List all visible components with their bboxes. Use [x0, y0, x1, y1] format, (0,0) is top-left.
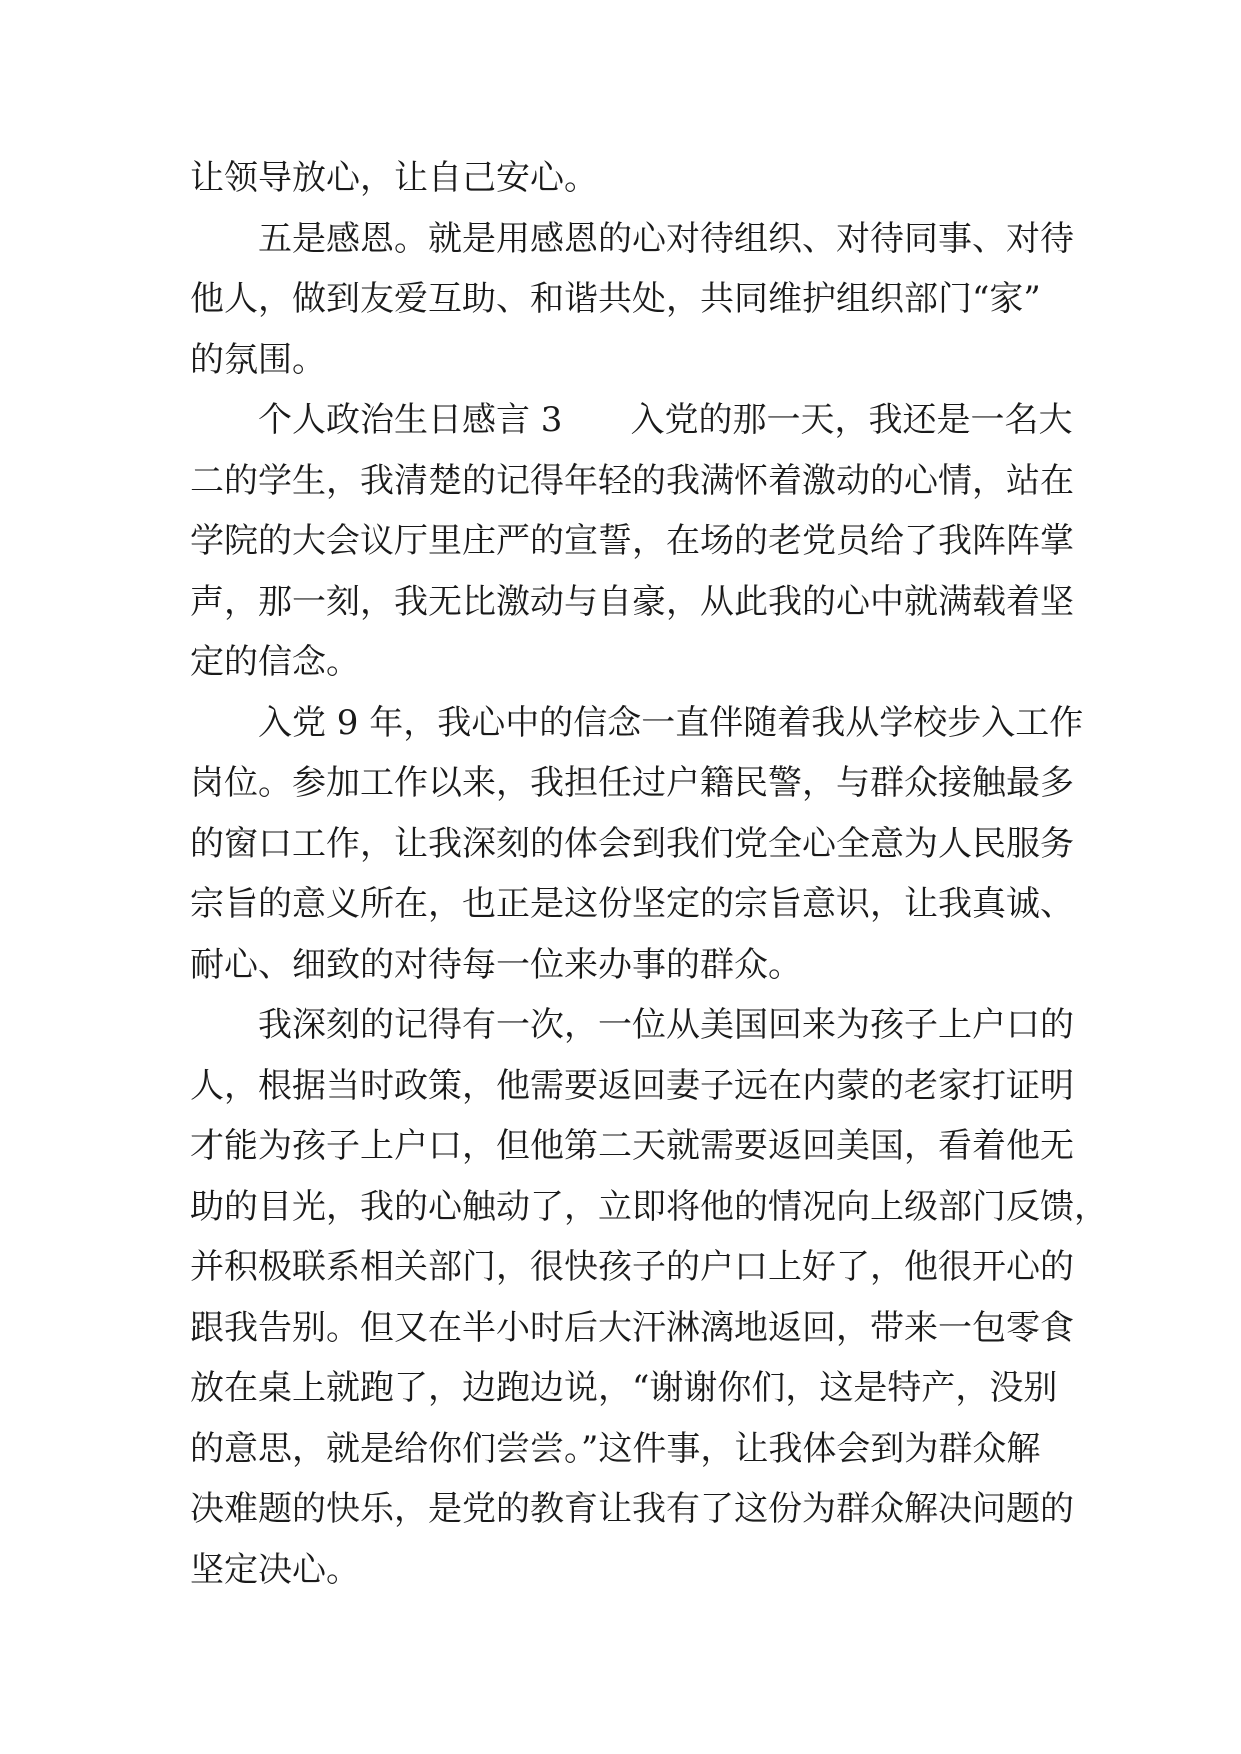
text-line: 岗位。参加工作以来，我担任过户籍民警，与群众接触最多 — [190, 763, 1074, 803]
text-line: 助的目光，我的心触动了，立即将他的情况向上级部门反馈， — [190, 1186, 1108, 1227]
text-line: 我深刻的记得有一次，一位从美国回来为孩子上户口的 — [258, 1005, 1074, 1045]
text-line: 的窗口工作，让我深刻的体会到我们党全心全意为人民服务 — [190, 823, 1074, 864]
text-line: 放在桌上就跑了，边跑边说，“谢谢你们，这是特产，没别 — [190, 1368, 1058, 1408]
text-line: 耐心、细致的对待每一位来办事的群众。 — [190, 944, 802, 985]
text-line: 跟我告别。但又在半小时后大汗淋漓地返回，带来一包零食 — [190, 1307, 1074, 1348]
text-line: 让领导放心，让自己安心。 — [190, 158, 598, 198]
text-line: 学院的大会议厅里庄严的宣誓，在场的老党员给了我阵阵掌 — [190, 521, 1074, 561]
text-line: 并积极联系相关部门，很快孩子的户口上好了，他很开心的 — [190, 1247, 1074, 1287]
text-line: 决难题的快乐，是党的教育让我有了这份为群众解决问题的 — [190, 1489, 1074, 1529]
text-line: 的氛围。 — [190, 339, 326, 380]
text-line: 五是感恩。就是用感恩的心对待组织、对待同事、对待 — [258, 218, 1074, 259]
text-line: 坚定决心。 — [190, 1549, 360, 1590]
text-line: 的意思，就是给你们尝尝。”这件事，让我体会到为群众解 — [190, 1428, 1041, 1469]
document-body — [190, 148, 1108, 1600]
text-line: 宗旨的意义所在，也正是这份坚定的宗旨意识，让我真诚、 — [190, 884, 1074, 924]
text-line: 声，那一刻，我无比激动与自豪，从此我的心中就满载着坚 — [190, 581, 1074, 622]
text-line: 定的信念。 — [190, 642, 360, 682]
text-line: 他人，做到友爱互助、和谐共处，共同维护组织部门“家” — [190, 279, 1041, 319]
text-line: 个人政治生日感言 3 入党的那一天，我还是一名大 — [258, 400, 1073, 440]
text-line: 才能为孩子上户口，但他第二天就需要返回美国，看着他无 — [190, 1126, 1074, 1166]
text-line: 人，根据当时政策，他需要返回妻子远在内蒙的老家打证明 — [190, 1065, 1074, 1106]
text-line: 入党 9 年，我心中的信念一直伴随着我从学校步入工作 — [258, 702, 1084, 743]
text-line: 二的学生，我清楚的记得年轻的我满怀着激动的心情，站在 — [190, 460, 1074, 501]
